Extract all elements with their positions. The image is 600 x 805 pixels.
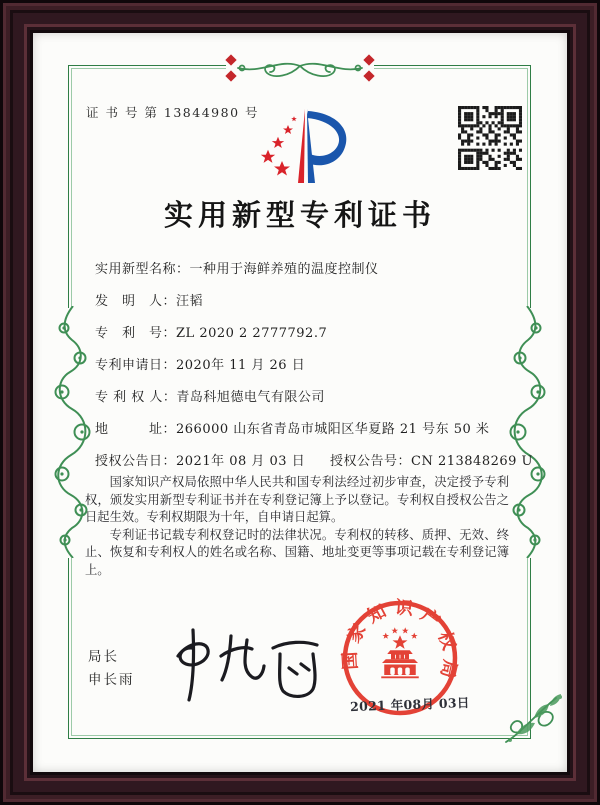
corner-leaf-flourish-icon: [500, 690, 570, 745]
officer-name: 申长雨: [88, 672, 135, 688]
field-label: 专利申请日：: [95, 358, 177, 373]
certificate-number: 证 书 号 第 13844980 号: [86, 105, 259, 120]
field-row-address: [95, 418, 489, 437]
field-label: 授权公告日：: [95, 454, 177, 469]
paragraph: 专利证书记载专利权登记时的法律状况。专利权的转移、质押、无效、终止、恢复和专利权人的姓名或名称、国籍、地址变更等事项记载在专利登记簿上。: [85, 527, 509, 577]
top-scroll-flourish-icon: [236, 54, 364, 82]
officer-title: 局长: [88, 649, 119, 665]
qr-code: [458, 106, 522, 170]
field-row-filing-date: [95, 354, 305, 373]
national-emblem-icon: [381, 627, 419, 677]
field-value: 汪韬: [176, 294, 204, 309]
field-value: 266000 山东省青岛市城阳区华夏路 21 号东 50 米: [176, 422, 490, 437]
field-row-grant: [95, 450, 533, 469]
field-label: 专 利 权 人：: [95, 390, 177, 405]
field-value: 青岛科旭德电气有限公司: [176, 390, 325, 405]
field-value: CN 213848269 U: [411, 454, 533, 469]
logo-stars-icon: [261, 116, 297, 175]
field-label: 实用新型名称：: [95, 262, 190, 277]
cnipa-logo: [258, 103, 354, 187]
field-value: ZL 2020 2 2777792.7: [176, 326, 328, 341]
signature-handwriting: [148, 616, 323, 706]
field-label: 地 址：: [95, 422, 177, 437]
paragraph: 国家知识产权局依照中华人民共和国专利法经过初步审查，决定授予专利权，颁发实用新型专利证书并在专利登记簿上予以登记。专利权自授权公告之日起生效。专利权期限为十年，自申请日起算。: [85, 475, 509, 525]
seal-date: 2021 年08月 03日: [349, 694, 470, 715]
seal-ring-text: 国家知识产权局: [339, 597, 461, 680]
field-label: 专 利 号：: [95, 326, 177, 341]
field-grant-no: [330, 450, 533, 469]
field-row-patentee: [95, 386, 325, 405]
field-row-patent-no: [95, 322, 327, 341]
field-row-inventor: [95, 290, 203, 309]
field-value: 一种用于海鲜养殖的温度控制仪: [189, 262, 379, 277]
certificate-title: 实用新型专利证书: [163, 198, 436, 232]
vine-ornament-right-icon: [506, 306, 548, 558]
field-label: 授权公告号：: [330, 454, 412, 469]
field-row-name: [95, 258, 379, 277]
field-value: 2021年 08 月 03 日: [176, 454, 306, 469]
field-label: 发 明 人：: [95, 294, 177, 309]
field-value: 2020年 11 月 26 日: [176, 358, 306, 373]
legal-text: [85, 474, 509, 580]
